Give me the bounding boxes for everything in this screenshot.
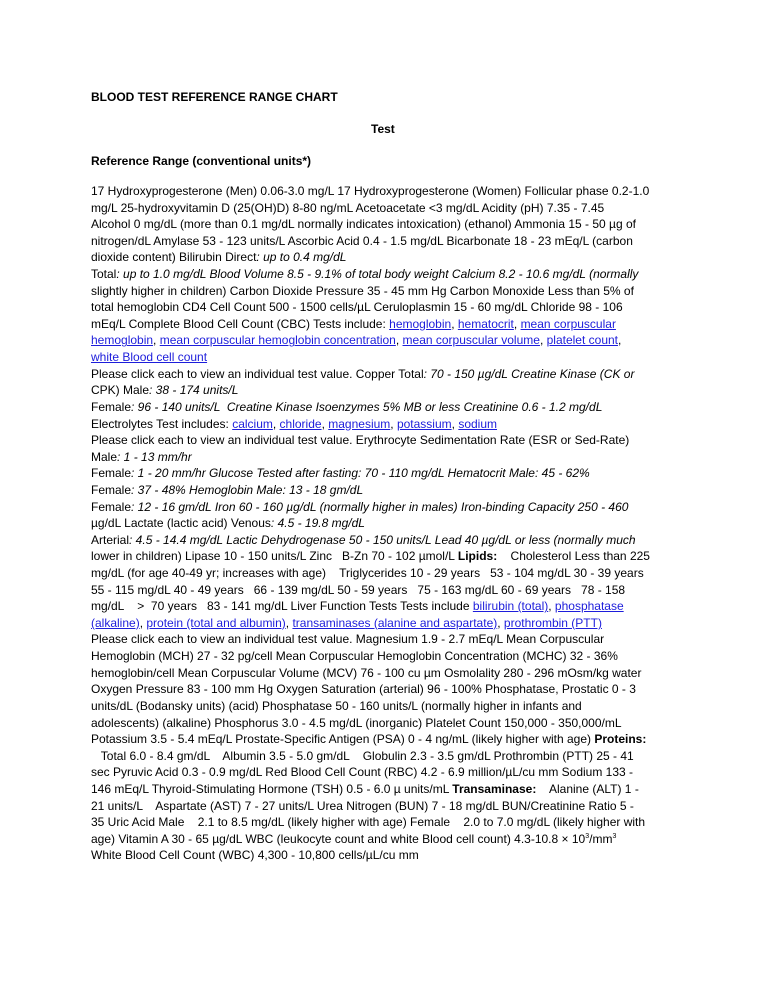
link-hemoglobin[interactable]: hemoglobin (389, 316, 452, 331)
line-text: Please click each to view an individual test value. Copper Total (91, 366, 424, 381)
link-platelet-count[interactable]: platelet count (546, 333, 618, 348)
line-text: Total (91, 267, 117, 282)
link-transaminases[interactable]: transaminases (alanine and aspartate) (292, 615, 498, 630)
text-line (91, 249, 691, 266)
line-text: lower in children) Lipase 10 - 150 units/L Zinc B-Zn 70 - 102 µmol/L (91, 549, 458, 564)
line-text: 35 Uric Acid Male 2.1 to 8.5 mg/dL (likely higher with age) Female 2.0 to 7.0 mg/dL (likely higher with (91, 815, 646, 830)
text-line: (alkaline), protein (total and albumin), transaminases (alanine and aspartate), prothrombin (PTT) (91, 615, 602, 630)
line-text: : 13 - 18 gm/dL (282, 482, 364, 497)
reference-range-body (91, 183, 691, 864)
line-text: : 4.5 - 19.8 mg/dL (270, 516, 365, 531)
superscript: 3 (585, 832, 590, 840)
link-mchc[interactable]: mean corpuscular hemoglobin concentration (159, 333, 396, 348)
line-text: Alcohol 0 mg/dL (more than 0.1 mg/dL normally indicates intoxication) (ethanol) Ammonia 15 - 50 µg of (91, 217, 636, 232)
line-text: : up to 1.0 mg/dL Blood Volume 8.5 - 9.1% of total body weight Calcium 8.2 - 10.6 mg/dL (normally (116, 267, 639, 282)
line-text: 21 units/L Aspartate (AST) 7 - 27 units/L Urea Nitrogen (BUN) 7 - 18 mg/dL BUN/Creatinine Ratio 5 - (91, 798, 634, 813)
line-text: : up to 0.4 mg/dL (256, 250, 347, 265)
line-text: Total 6.0 - 8.4 gm/dL Albumin 3.5 - 5.0 gm/dL Globulin 2.3 - 3.5 gm/dL Prothrombin (PTT) 25 - 41 (91, 748, 634, 763)
text-line (91, 548, 691, 565)
line-text: 17 Hydroxyprogesterone (Men) 0.06-3.0 mg/L 17 Hydroxyprogesterone (Women) Follicular phase 0.2-1.0 (91, 184, 650, 198)
text-line (91, 266, 691, 283)
line-text: dioxide content) Bilirubin Direct (91, 250, 257, 265)
text-line (91, 532, 691, 549)
line-text: Female (91, 399, 132, 414)
text-line (91, 515, 691, 532)
reference-range-heading: Reference Range (conventional units*) (91, 154, 312, 168)
line-text: age) Vitamin A 30 - 65 µg/dL WBC (leukocyte count and white Blood cell count) 4.3-10.8 × 10 (91, 831, 586, 846)
line-text: Oxygen Pressure 83 - 100 mm Hg Oxygen Saturation (arterial) 96 - 100% Phosphatase, Prostatic 0 - 3 (91, 682, 636, 697)
text-line (91, 382, 691, 399)
line-text: sec Pyruvic Acid 0.3 - 0.9 mg/dL Red Blood Cell Count (RBC) 4.2 - 6.9 million/µL/cu mm Sodium 133 - (91, 765, 634, 780)
text-line (91, 665, 691, 682)
text-line (91, 482, 691, 499)
superscript: 3 (612, 832, 617, 840)
line-text: /mm (589, 831, 613, 846)
line-text: adolescents) (alkaline) Phosphorus 3.0 - 4.5 mg/dL (inorganic) Platelet Count 150,000 - 350,000/mL (91, 715, 622, 730)
line-text: Female (91, 499, 132, 514)
line-text: 55 - 115 mg/dL 40 - 49 years 66 - 139 mg/dL 50 - 59 years 75 - 163 mg/dL 60 - 69 years 78 - 158 (91, 582, 626, 597)
section-label-transaminase: Transaminase: (452, 781, 537, 796)
line-text: Female (91, 466, 132, 481)
line-text: : 12 - 16 gm/dL Iron 60 - 160 µg/dL (normally higher in males) Iron-binding Capacity 250 - 460 (131, 499, 629, 514)
line-text: : 45 - 62% (534, 466, 590, 481)
text-line (91, 814, 691, 831)
text-line (91, 216, 691, 233)
line-text: Hemoglobin (MCH) 27 - 32 pg/cell Mean Corpuscular Hemoglobin Concentration (MCHC) 32 - 36% (91, 649, 618, 664)
line-text: Potassium 3.5 - 5.4 mEq/L Prostate-Specific Antigen (PSA) 0 - 4 ng/mL (likely higher with age) (91, 732, 595, 747)
column-heading-test: Test (371, 122, 395, 136)
text-line (91, 681, 691, 698)
text-line (91, 200, 691, 217)
line-text: : 38 - 174 units/L (149, 383, 239, 398)
text-line (91, 366, 691, 383)
line-text: Please click each to view an individual test value. Erythrocyte Sedimentation Rate (ESR or Sed-Rate) (91, 433, 630, 448)
line-text: hemoglobin/cell Mean Corpuscular Volume (MCV) 76 - 100 cu µm Osmolality 280 - 296 mOsm/kg water (91, 665, 642, 680)
text-line (91, 349, 691, 366)
link-calcium[interactable]: calcium (232, 416, 273, 431)
line-text: µg/dL Lactate (lactic acid) Venous (91, 516, 271, 531)
line-text: CPK) Male (91, 383, 150, 398)
text-line: mg/dL > 70 years 83 - 141 mg/dL Liver Function Tests Tests include bilirubin (total), phosphatase (91, 599, 624, 614)
text-line (91, 233, 691, 250)
link-white-blood-cell-count[interactable]: white Blood cell count (91, 350, 208, 365)
link-mcv[interactable]: mean corpuscular volume (402, 333, 540, 348)
line-text: : 4.5 - 14.4 mg/dL Lactic Dehydrogenase 50 - 150 units/L Lead 40 µg/dL or less (normally much (129, 532, 636, 547)
text-line (91, 183, 691, 200)
line-text: 146 mEq/L Thyroid-Stimulating Hormone (TSH) 0.5 - 6.0 µ units/mL (91, 781, 453, 796)
line-text: mEq/L Complete Blood Cell Count (CBC) Tests include: (91, 316, 390, 331)
text-line: hemoglobin, mean corpuscular hemoglobin concentration, mean corpuscular volume, platelet count, (91, 333, 622, 348)
text-line: Electrolytes Test includes: calcium, chloride, magnesium, potassium, sodium (91, 416, 498, 431)
text-line (91, 582, 691, 599)
section-label-lipids: Lipids: (457, 549, 498, 564)
text-line (91, 764, 691, 781)
line-text: : 96 - 140 units/L Creatine Kinase Isoenzymes 5% MB or less Creatinine 0.6 - 1.2 mg/dL (131, 399, 603, 414)
line-text: mg/dL > 70 years 83 - 141 mg/dL Liver Function Tests Tests include (91, 599, 473, 614)
text-line: mEq/L Complete Blood Cell Count (CBC) Tests include: hemoglobin, hematocrit, mean corpuscular (91, 316, 616, 331)
text-line (91, 299, 691, 316)
text-line (91, 731, 691, 748)
line-text: Alanine (ALT) 1 - (536, 781, 639, 796)
link-magnesium[interactable]: magnesium (328, 416, 391, 431)
text-line (91, 748, 691, 765)
text-line (91, 432, 691, 449)
link-chloride[interactable]: chloride (279, 416, 322, 431)
link-sodium[interactable]: sodium (458, 416, 498, 431)
link-bilirubin-total[interactable]: bilirubin (total) (472, 599, 549, 614)
text-line (91, 698, 691, 715)
line-text: : 70 - 150 µg/dL Creatine Kinase (CK or (423, 366, 635, 381)
line-text: : 37 - 48% Hemoglobin Male (131, 482, 283, 497)
line-text: Cholesterol Less than 225 (497, 549, 650, 564)
link-mean-corpuscular-hemoglobin[interactable]: hemoglobin (91, 333, 154, 348)
line-text: : 1 - 20 mm/hr Glucose Tested after fasting: 70 - 110 mg/dL Hematocrit Male (131, 466, 535, 481)
link-prothrombin[interactable]: prothrombin (PTT) (503, 615, 602, 630)
line-text: total hemoglobin CD4 Cell Count 500 - 1500 cells/µL Ceruloplasmin 15 - 60 mg/dL Chloride 98 - 106 (91, 300, 623, 315)
document-title: BLOOD TEST REFERENCE RANGE CHART (91, 90, 338, 104)
line-text: units/dL (Bodansky units) (acid) Phosphatase 50 - 160 units/L (normally higher in infants and (91, 698, 582, 713)
text-line (91, 847, 691, 864)
line-text: slightly higher in children) Carbon Dioxide Pressure 35 - 45 mm Hg Carbon Monoxide Less than 5% of (91, 283, 634, 298)
text-line (91, 465, 691, 482)
line-text: Arterial (91, 532, 130, 547)
link-hematocrit[interactable]: hematocrit (457, 316, 514, 331)
text-line (91, 781, 691, 798)
line-text: Male (91, 449, 118, 464)
link-phosphatase-alkaline[interactable]: phosphatase (554, 599, 624, 614)
text-line (91, 798, 691, 815)
text-line (91, 449, 691, 466)
link-phosphatase-alkaline[interactable]: (alkaline) (91, 615, 140, 630)
link-mean-corpuscular-hemoglobin[interactable]: mean corpuscular (520, 316, 616, 331)
line-text: Female (91, 482, 132, 497)
text-line (91, 831, 691, 848)
line-text: nitrogen/dL Amylase 53 - 123 units/L Ascorbic Acid 0.4 - 1.5 mg/dL Bicarbonate 18 - 23 mEq/L (carbon (91, 233, 633, 248)
line-text: White Blood Cell Count (WBC) 4,300 - 10,800 cells/µL/cu mm (91, 848, 419, 863)
text-line (91, 283, 691, 300)
text-line (91, 631, 691, 648)
section-label-proteins: Proteins: (594, 732, 647, 747)
line-text: Electrolytes Test includes: (91, 416, 233, 431)
line-text: Please click each to view an individual test value. Magnesium 1.9 - 2.7 mEq/L Mean Corpuscular (91, 632, 605, 647)
text-line (91, 499, 691, 516)
line-text: : 1 - 13 mm/hr (117, 449, 192, 464)
text-line (91, 648, 691, 665)
text-line (91, 715, 691, 732)
line-text: mg/L 25-hydroxyvitamin D (25(OH)D) 8-80 ng/mL Acetoacetate <3 mg/dL Acidity (pH) 7.35 - 7.45 (91, 200, 605, 215)
link-potassium[interactable]: potassium (396, 416, 452, 431)
link-protein[interactable]: protein (total and albumin) (146, 615, 286, 630)
text-line (91, 565, 691, 582)
line-text: mg/dL (for age 40-49 yr; increases with age) Triglycerides 10 - 29 years 53 - 104 mg/dL 30 - 39 years (91, 566, 644, 581)
text-line (91, 399, 691, 416)
